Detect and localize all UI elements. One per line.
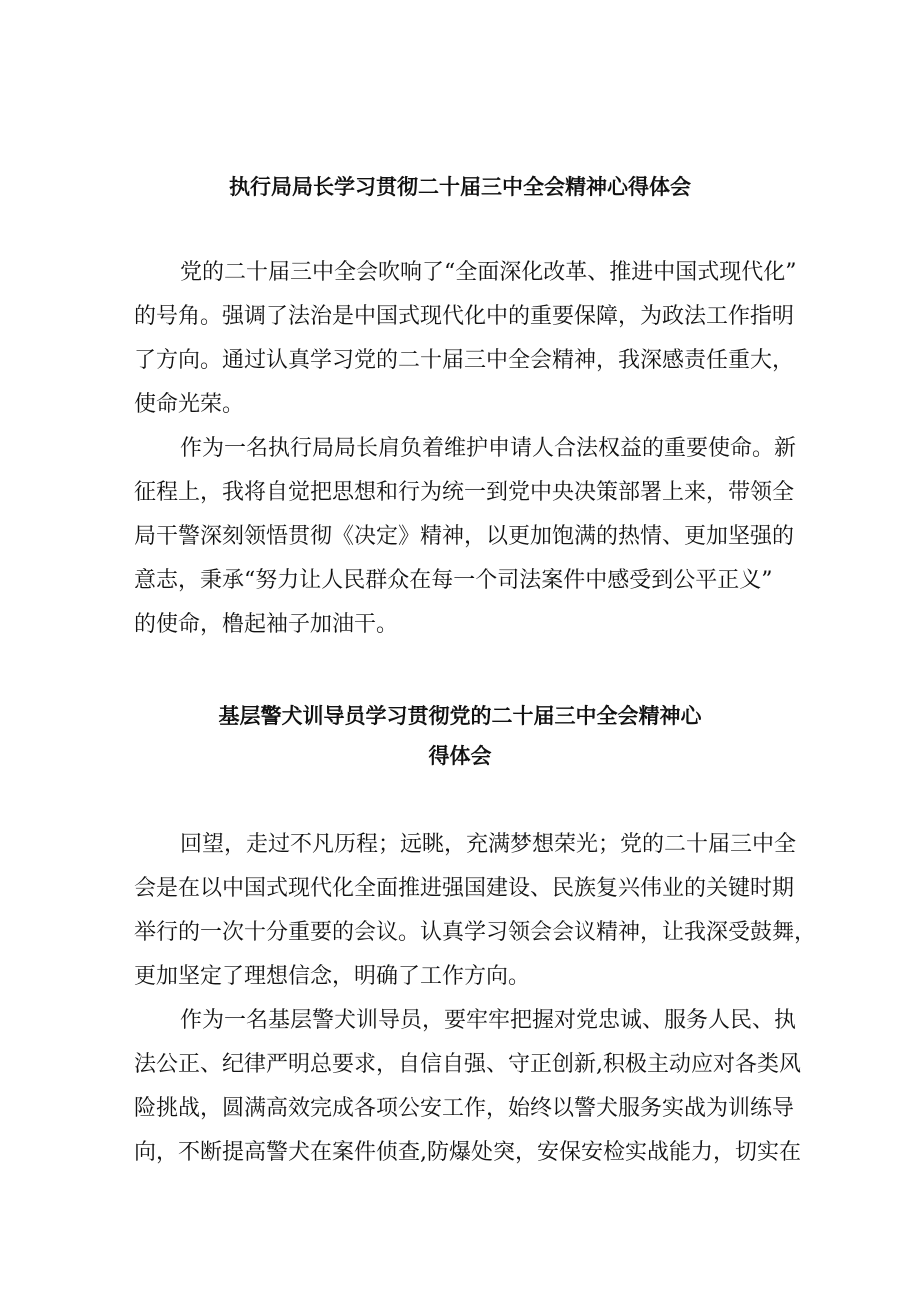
section2-title-line1: 基层警犬训导员学习贯彻党的二十届三中全会精神心 [218, 704, 702, 728]
section2-p2-line: 向，不断提高警犬在案件侦查,防爆处突，安保安检实战能力，切实在 [134, 1140, 801, 1165]
section2-p1-line: 举行的一次十分重要的会议。认真学习领会会议精神，让我深受鼓舞， [134, 920, 817, 945]
section2-p1-line: 回望，走过不凡历程；远眺，充满梦想荣光；党的二十届三中全 [180, 832, 797, 857]
section2-p2-line: 险挑战，圆满高效完成各项公安工作，始终以警犬服务实战为训练导 [134, 1096, 795, 1121]
section1-p2-line: 局干警深刻领悟贯彻《决定》精神，以更加饱满的热情、更加坚强的 [134, 524, 795, 549]
section1-p1-line: 了方向。通过认真学习党的二十届三中全会精神，我深感责任重大， [134, 348, 795, 373]
section1-title: 执行局局长学习贯彻二十届三中全会精神心得体会 [229, 175, 691, 199]
section1-p2-line: 的使命，橹起袖子加油干。 [134, 612, 399, 637]
section1-p2-line: 意志，秉承“努力让人民群众在每一个司法案件中感受到公平正义” [134, 568, 773, 593]
section2-p2-line: 法公正、纪律严明总要求，自信自强、守正创新,积极主动应对各类风 [134, 1052, 801, 1077]
section1-p2-line: 征程上，我将自觉把思想和行为统一到党中央决策部署上来，带领全 [134, 480, 795, 505]
section1-p1-line: 使命光荣。 [134, 392, 245, 417]
section2-title-line2: 得体会 [428, 744, 492, 768]
section2-p1-line: 更加坚定了理想信念，明确了工作方向。 [134, 964, 531, 989]
section2-p1-line: 会是在以中国式现代化全面推进强国建设、民族复兴伟业的关键时期 [134, 876, 795, 901]
section1-p1-line: 的号角。强调了法治是中国式现代化中的重要保障，为政法工作指明 [134, 304, 795, 329]
section1-p1-line: 党的二十届三中全会吹响了“全面深化改革、推进中国式现代化” [180, 260, 797, 285]
section2-p2-line: 作为一名基层警犬训导员，要牢牢把握对党忠诚、服务人民、执 [180, 1008, 797, 1033]
section1-p2-line: 作为一名执行局局长肩负着维护申请人合法权益的重要使命。新 [180, 436, 797, 461]
